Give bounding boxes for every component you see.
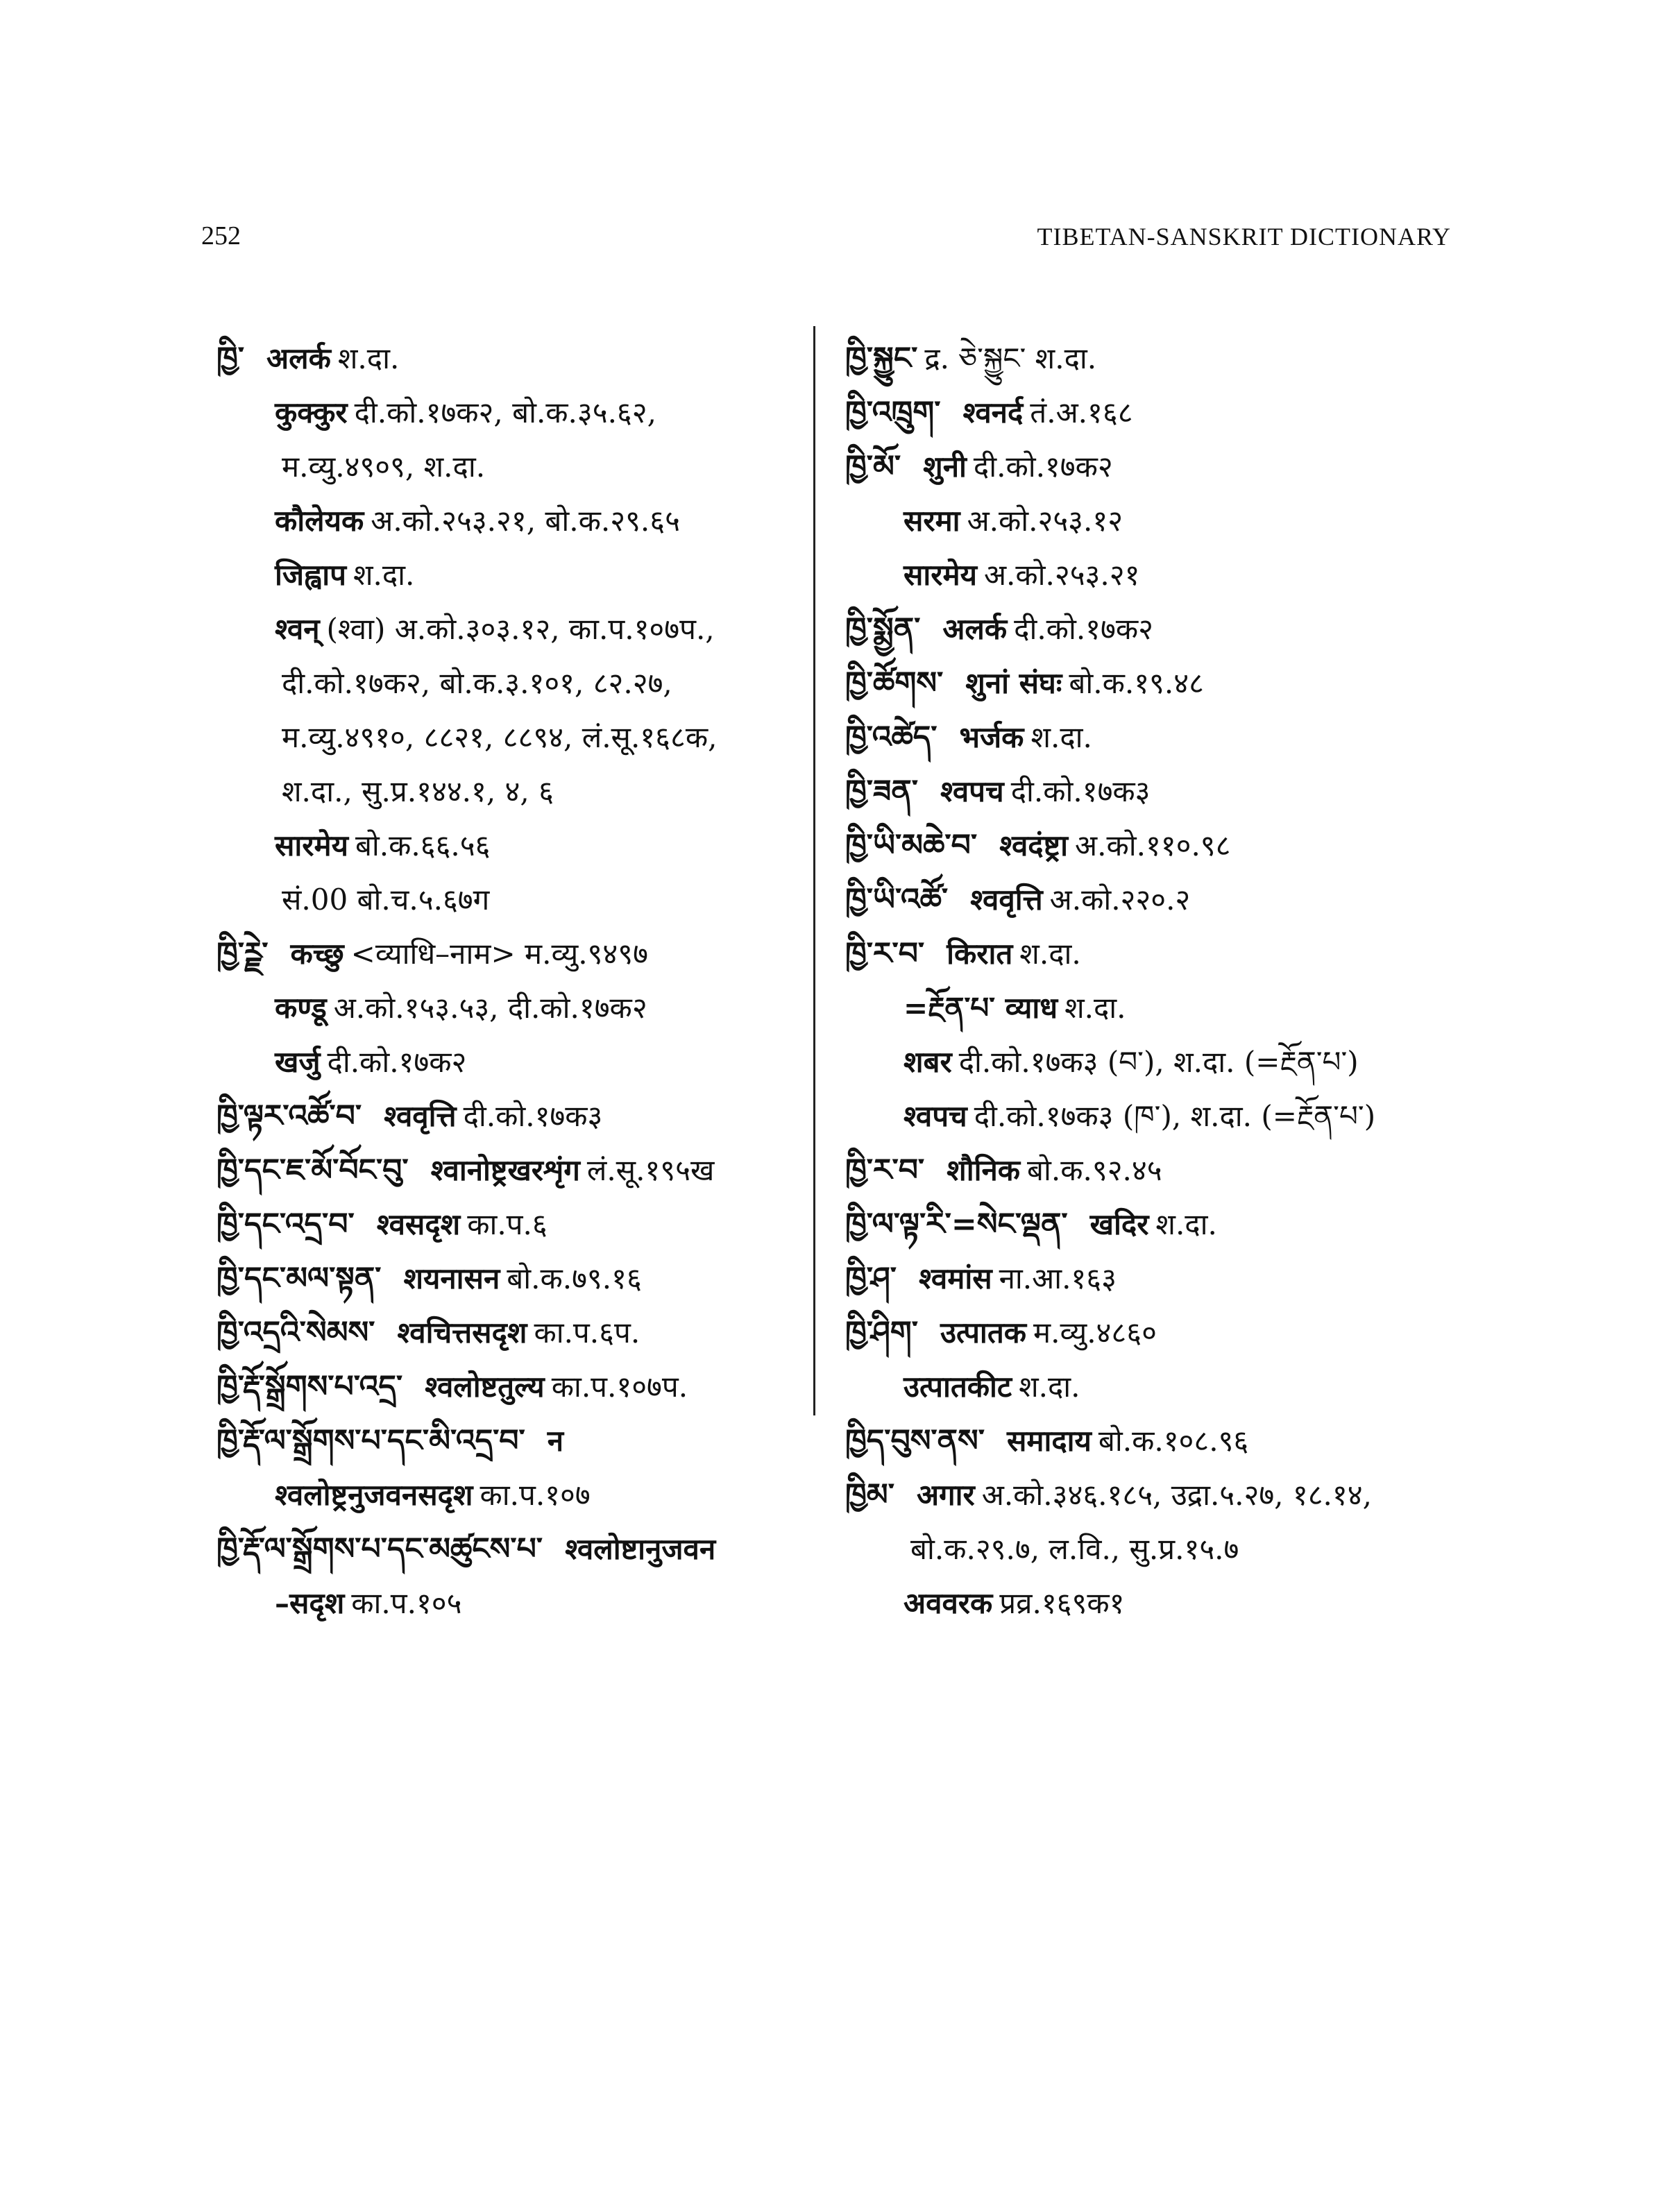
entry-sense-line — [217, 386, 827, 440]
dictionary-entry — [217, 1306, 827, 1360]
dictionary-entry — [217, 1089, 827, 1143]
dictionary-entry — [217, 1198, 827, 1252]
sanskrit-equivalent: शयनासन — [403, 1261, 500, 1295]
sanskrit-equivalent: सारमेय — [903, 558, 977, 592]
sanskrit-equivalent: श्वन् — [275, 612, 320, 646]
tibetan-headword: ཁྱི་འདྲའི་སེམས་ — [217, 1315, 375, 1350]
running-title: TIBETAN-SANSKRIT DICTIONARY — [1037, 223, 1451, 250]
entry-sense-line — [217, 548, 827, 602]
entry-sense-line — [217, 981, 827, 1035]
entry-sense-line — [845, 1360, 1470, 1414]
source-reference: बो.क.९२.४५ — [1027, 1153, 1162, 1187]
sanskrit-equivalent: समादाय — [1006, 1424, 1092, 1458]
sanskrit-equivalent: शौनिक — [947, 1153, 1021, 1187]
sanskrit-equivalent: श्वानोष्ट्रखरशृंग — [430, 1153, 580, 1187]
tibetan-headword: ཁྱི་རྡོ་ལ་སྒྲོགས་པ་དང་མཚུངས་པ་ — [217, 1531, 543, 1567]
source-reference: श.दा. — [353, 558, 415, 592]
source-reference: बो.क.७९.१६ — [507, 1261, 642, 1295]
sanskrit-equivalent: खदिर — [1089, 1207, 1149, 1241]
entry-sense-line — [217, 656, 827, 711]
source-reference: दी.को.१७क३ — [1010, 774, 1151, 808]
sanskrit-equivalent: श्वलोष्टतुल्य — [425, 1370, 545, 1404]
tibetan-headword: ཁྱི་ཚོགས་ — [845, 665, 944, 701]
source-reference: <व्याधि–नाम> म.व्यु.९४९७ — [350, 937, 648, 971]
source-reference: म.व्यु.४९१०, ८८२१, ८८९४, लं.सू.१६८क, — [282, 720, 718, 754]
sanskrit-equivalent: श्वपच — [940, 774, 1004, 808]
dictionary-entry — [845, 873, 1470, 927]
source-reference: दी.को.१७क२, बो.क.३.१०१, ८२.२७, — [282, 666, 672, 700]
sanskrit-equivalent: श्वसदृश — [376, 1207, 461, 1241]
source-reference: श.दा. — [1064, 991, 1126, 1025]
entry-sense-line — [845, 1576, 1470, 1631]
sanskrit-equivalent: कच्छु — [290, 937, 344, 971]
source-reference: दी.को.१७क२, बो.क.३५.६२, — [354, 395, 656, 429]
dictionary-entry — [845, 765, 1470, 819]
source-reference: प्रव्र.१६९क१ — [999, 1586, 1125, 1620]
dictionary-entry — [217, 1143, 827, 1198]
tibetan-headword: ཁྱིད་བུས་ནས་ — [845, 1423, 985, 1458]
tibetan-headword: ཁྱི་ལ་ལྟ་རི་=སེང་ལྡན་ — [845, 1207, 1068, 1242]
tibetan-headword: ཁྱི་འཚེད་ — [845, 720, 937, 755]
tibetan-headword: ཁྱི་སྐྱུང་ — [845, 341, 918, 376]
entry-sense-line — [845, 1035, 1470, 1089]
tibetan-headword: ཁྱི་དང་མལ་སྟན་ — [217, 1261, 382, 1296]
entry-sense-line — [845, 1522, 1470, 1576]
entry-sense-line — [217, 819, 827, 873]
source-reference: म.व्यु.४८६० — [1033, 1316, 1157, 1350]
entry-sense-line — [845, 981, 1470, 1035]
source-reference: म.व्यु.४९०९, श.दा. — [282, 450, 486, 484]
source-reference: श.दा. — [1155, 1207, 1217, 1241]
sanskrit-equivalent: भर्जक — [959, 720, 1024, 754]
entry-sense-line — [217, 1035, 827, 1089]
dictionary-entry — [845, 1143, 1470, 1198]
source-reference: दी.को.१७क२ — [1014, 612, 1153, 646]
source-reference: श.दा., सु.प्र.१४४.१, ४, ६ — [282, 774, 554, 808]
tibetan-headword: ཁྱི་ཤ་ — [845, 1261, 897, 1296]
source-reference: श.दा. — [1019, 937, 1081, 971]
sanskrit-equivalent: =རྔོན་པ་ व्याध — [903, 991, 1058, 1025]
entry-sense-line — [217, 765, 827, 819]
source-reference: ना.आ.१६३ — [999, 1261, 1117, 1295]
tibetan-headword: ཁྱི་ར་བ་ — [845, 936, 925, 971]
entry-sense-line — [217, 602, 827, 656]
source-reference: श.दा. — [1030, 720, 1092, 754]
source-reference: अ.को.१५३.५३, दी.को.१७क२ — [333, 991, 647, 1025]
source-reference: सं.00 बो.च.५.६७ग — [282, 883, 490, 917]
entry-sense-line — [845, 494, 1470, 548]
right-column — [845, 332, 1470, 1631]
entry-sense-line — [217, 1576, 827, 1631]
source-reference: बो.क.१९.४८ — [1069, 666, 1204, 700]
sanskrit-equivalent: खर्जु — [275, 1045, 321, 1079]
source-reference: (श्वा) अ.को.३०३.१२, का.प.१०७प., — [326, 612, 715, 646]
dictionary-entry — [845, 1198, 1470, 1252]
entry-sense-line — [845, 1089, 1470, 1143]
tibetan-headword: ཁྱི་འཁྲུག་ — [845, 395, 941, 430]
sanskrit-equivalent: –सदृश — [275, 1586, 345, 1620]
tibetan-headword: ཁྱི་ཡི་མཆེ་བ་ — [845, 828, 978, 863]
dictionary-entry — [845, 927, 1470, 981]
dictionary-entry — [845, 1252, 1470, 1306]
column-divider — [813, 326, 815, 1415]
source-reference: का.प.१०५ — [351, 1586, 462, 1620]
sanskrit-equivalent: कौलेयक — [275, 504, 364, 538]
tibetan-headword: ཁྱི་རྡོ་སྒྲོགས་པ་འདྲ་ — [217, 1369, 403, 1404]
dictionary-entry — [217, 1522, 827, 1576]
sanskrit-equivalent: सरमा — [903, 504, 960, 538]
dictionary-entry — [845, 1468, 1470, 1522]
source-reference: अ.को.३४६.१८५, उद्रा.५.२७, १८.१४, — [981, 1478, 1372, 1512]
sanskrit-equivalent: न — [547, 1424, 564, 1458]
sanskrit-equivalent: श्वनर्द — [962, 395, 1024, 429]
source-reference: दी.को.१७क३ — [463, 1099, 603, 1133]
source-reference: लं.सू.१९५ख — [586, 1153, 715, 1187]
tibetan-headword: ཁྱི་རྡོ་ལ་སྒྲོགས་པ་དང་མི་འདྲ་བ་ — [217, 1423, 525, 1458]
source-reference: अ.को.२२०.२ — [1049, 883, 1191, 917]
source-reference: श.दा. — [337, 341, 400, 375]
sanskrit-equivalent: उत्पातकीट — [903, 1370, 1012, 1404]
source-reference: का.प.१०७प. — [551, 1370, 688, 1404]
dictionary-entry — [845, 819, 1470, 873]
sanskrit-equivalent: अगार — [916, 1478, 975, 1512]
sanskrit-equivalent: श्ववृत्ति — [384, 1099, 457, 1133]
dictionary-entry — [845, 1414, 1470, 1468]
sanskrit-equivalent: शुनां संघः — [965, 666, 1062, 700]
source-reference: तं.अ.१६८ — [1030, 395, 1133, 429]
source-reference: अ.को.२५३.२१, बो.क.२९.६५ — [371, 504, 680, 538]
source-reference: अ.को.११०.९८ — [1075, 828, 1231, 862]
sanskrit-equivalent: श्वलोष्टानुजवन — [565, 1532, 716, 1566]
left-column — [217, 332, 827, 1631]
tibetan-headword: ཁྱི་ — [217, 341, 245, 376]
sanskrit-equivalent: श्वमांस — [919, 1261, 992, 1295]
tibetan-headword: ཁྱི་ཡི་འཚོ་ — [845, 882, 949, 917]
sanskrit-equivalent: श्वदंष्ट्रा — [999, 828, 1069, 862]
source-reference: का.प.६ — [467, 1207, 548, 1241]
entry-sense-line — [217, 494, 827, 548]
sanskrit-equivalent: जिह्वाप — [275, 558, 346, 592]
tibetan-headword: ཁྱི་དང་འདྲ་བ་ — [217, 1207, 355, 1242]
dictionary-entry — [217, 1252, 827, 1306]
tibetan-headword: ཁྱི་ར་བ་ — [845, 1152, 925, 1188]
source-reference: अ.को.२५३.२१ — [983, 558, 1140, 592]
sanskrit-equivalent: श्वपच — [903, 1099, 967, 1133]
source-reference: बो.क.१०८.९६ — [1098, 1424, 1249, 1458]
dictionary-entry — [845, 656, 1470, 711]
entry-sense-line — [217, 873, 827, 927]
sanskrit-equivalent: सारमेय — [275, 828, 348, 862]
dictionary-entry — [845, 711, 1470, 765]
tibetan-headword: ཁྱི་ཟན་ — [845, 774, 918, 809]
sanskrit-equivalent: श्ववृत्ति — [970, 883, 1043, 917]
tibetan-headword: ཁྱི་དང་ཇ་མོ་བོང་བུ་ — [217, 1152, 409, 1188]
source-reference: दी.को.१७क२ — [973, 450, 1113, 484]
tibetan-headword: ཁྱི་ཤིག་ — [845, 1315, 918, 1350]
source-reference: बो.क.२९.७, ल.वि., सु.प्र.१५.७ — [910, 1532, 1239, 1566]
source-reference: द्र. ཅེ་སྐྱུང་ श.दा. — [924, 341, 1097, 375]
source-reference: श.दा. — [1019, 1370, 1080, 1404]
entry-sense-line — [845, 548, 1470, 602]
sanskrit-equivalent: अलर्क — [266, 341, 331, 375]
dictionary-entry — [217, 1360, 827, 1414]
sanskrit-equivalent: किरात — [947, 937, 1013, 971]
source-reference: बो.क.६६.५६ — [355, 828, 491, 862]
dictionary-entry — [217, 1414, 827, 1468]
tibetan-headword: ཁྱི་ལྟར་འཚོ་བ་ — [217, 1098, 362, 1134]
sanskrit-equivalent: अववरक — [903, 1586, 993, 1620]
source-reference: अ.को.२५३.१२ — [967, 504, 1123, 538]
tibetan-headword: ཁྱི་ཪྗེ་ — [217, 936, 269, 971]
dictionary-entry — [845, 332, 1470, 386]
sanskrit-equivalent: अलर्क — [942, 612, 1008, 646]
dictionary-entry — [217, 332, 827, 386]
dictionary-entry — [845, 602, 1470, 656]
sanskrit-equivalent: श्वलोष्ट्रनुजवनसदृश — [275, 1478, 473, 1512]
dictionary-entry — [845, 386, 1470, 440]
source-reference: का.प.१०७ — [480, 1478, 591, 1512]
source-reference: दी.को.१७क३ (བ་), श.दा. (=རྔོན་པ་) — [958, 1045, 1359, 1079]
page-number: 252 — [201, 221, 241, 250]
dictionary-entry — [845, 1306, 1470, 1360]
entry-sense-line — [217, 711, 827, 765]
source-reference: दी.को.१७क३ (ཁ་), श.दा. (=རྔོན་པ་) — [974, 1099, 1376, 1133]
dictionary-entry — [217, 927, 827, 981]
entry-sense-line — [217, 1468, 827, 1522]
sanskrit-equivalent: उत्पातक — [940, 1316, 1027, 1350]
source-reference: का.प.६प. — [534, 1316, 640, 1350]
sanskrit-equivalent: श्वचित्तसदृश — [397, 1316, 527, 1350]
sanskrit-equivalent: शबर — [903, 1045, 952, 1079]
sanskrit-equivalent: कण्डू — [275, 991, 327, 1025]
entry-sense-line — [217, 440, 827, 494]
tibetan-headword: ཁྱིམ་ — [845, 1477, 894, 1513]
tibetan-headword: ཁྱི་སྨྱོན་ — [845, 611, 921, 647]
dictionary-entry — [845, 440, 1470, 494]
sanskrit-equivalent: शुनी — [923, 450, 967, 484]
sanskrit-equivalent: कुक्कुर — [275, 395, 348, 429]
source-reference: दी.को.१७क२ — [327, 1045, 467, 1079]
tibetan-headword: ཁྱི་མོ་ — [845, 449, 901, 484]
